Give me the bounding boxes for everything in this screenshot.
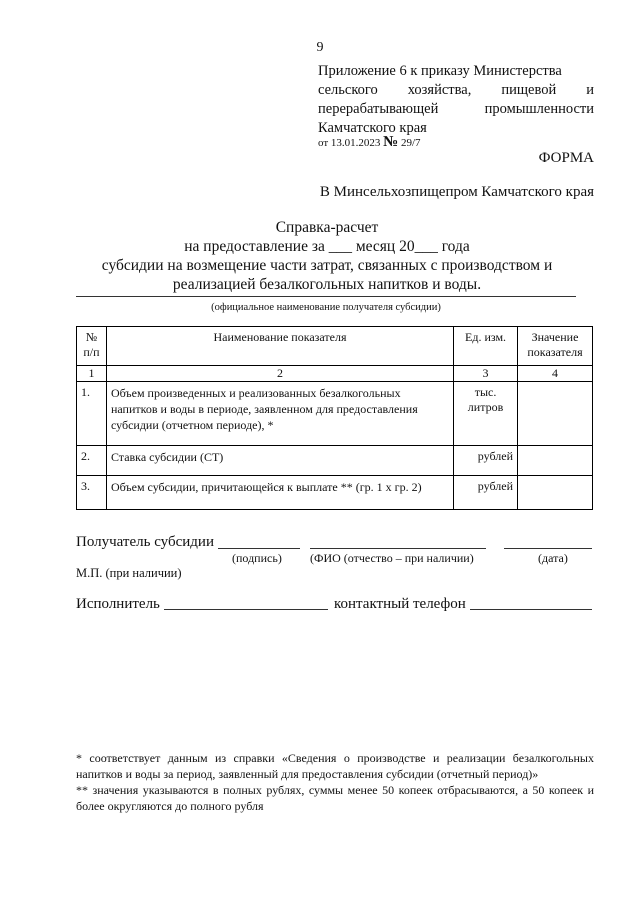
appendix-line-4: Камчатского края: [318, 120, 427, 136]
row-number: 1.: [77, 382, 107, 446]
footnotes: [76, 750, 594, 814]
fullname-line[interactable]: [310, 548, 486, 549]
footnote-2: ** значения указываются в полных рублях, суммы менее 50 копеек отбрасываются, а 50 копеек и более округляются до полного рубля: [76, 783, 594, 813]
appendix-word: пищевой: [501, 82, 557, 98]
order-number: 29/7: [401, 137, 421, 149]
table-row: [77, 476, 593, 510]
footnote-1: * соответствует данным из справки «Сведения о производстве и реализации безалкогольных напитков и воды за период, заявленный для предоставления субсидии (отчетный период)»: [76, 751, 594, 781]
document-title: [60, 218, 594, 294]
row-value[interactable]: [518, 446, 593, 476]
date-line[interactable]: [504, 548, 592, 549]
contact-phone-label: контактный телефон: [334, 596, 466, 612]
signature-caption: (подпись): [232, 551, 282, 565]
appendix-word: перерабатывающей: [318, 101, 439, 117]
row-name: Ставка субсидии (СТ): [106, 446, 453, 476]
title-line-2: на предоставление за ___ месяц 20___ года: [184, 238, 470, 255]
row-unit: рублей: [454, 446, 518, 476]
order-date: [318, 134, 421, 151]
title-line-4: реализацией безалкогольных напитков и воды.: [172, 276, 482, 293]
row-name: Объем произведенных и реализованных безалкогольных напитков и воды в периоде, заявленном для предоставления субсидии (отчетном периоде), *: [106, 382, 453, 446]
header-value: Значение показателя: [518, 327, 593, 366]
date-caption: (дата): [538, 551, 568, 565]
fullname-caption: (ФИО (отчество – при наличии): [310, 551, 474, 565]
title-line-1: Справка-расчет: [275, 219, 379, 236]
column-number: 4: [518, 366, 593, 382]
table-header-row: [77, 327, 593, 366]
row-value[interactable]: [518, 476, 593, 510]
order-number-sign: №: [383, 134, 399, 150]
row-value[interactable]: [518, 382, 593, 446]
table-row: [77, 446, 593, 476]
table-row: [77, 382, 593, 446]
appendix-word: сельского: [318, 82, 378, 98]
form-label: ФОРМА: [538, 150, 594, 166]
appendix-line-3: [318, 100, 594, 119]
recipient-caption: (официальное наименование получателя субсидии): [211, 302, 441, 313]
row-number: 2.: [77, 446, 107, 476]
executor-label: Исполнитель: [76, 596, 160, 612]
appendix-line-1: Приложение 6 к приказу Министерства: [318, 63, 562, 79]
header-number: № п/п: [77, 327, 107, 366]
column-number: 1: [77, 366, 107, 382]
page-number: 9: [316, 40, 324, 55]
calculation-table: [76, 326, 593, 510]
row-unit: тыс. литров: [454, 382, 518, 446]
row-name: Объем субсидии, причитающейся к выплате ** (гр. 1 х гр. 2): [106, 476, 453, 510]
recipient-name-line[interactable]: [76, 296, 576, 297]
order-date-prefix: от 13.01.2023: [318, 137, 381, 149]
column-number-row: [77, 366, 593, 382]
appendix-header: [318, 62, 594, 138]
row-unit: рублей: [454, 476, 518, 510]
stamp-place-label: М.П. (при наличии): [76, 566, 182, 580]
column-number: 3: [454, 366, 518, 382]
addressee: В Минсельхозпищепром Камчатского края: [319, 184, 594, 200]
header-name: Наименование показателя: [106, 327, 453, 366]
appendix-word: промышленности: [484, 101, 594, 117]
column-number: 2: [106, 366, 453, 382]
executor-name-line[interactable]: [164, 609, 328, 610]
appendix-word: и: [586, 82, 594, 98]
contact-phone-line[interactable]: [470, 609, 592, 610]
title-line-3: субсидии на возмещение части затрат, связанных с производством и: [101, 257, 553, 274]
signature-line[interactable]: [218, 548, 300, 549]
recipient-signature-label: Получатель субсидии: [76, 534, 214, 550]
appendix-line-2: [318, 81, 594, 100]
header-unit: Ед. изм.: [454, 327, 518, 366]
row-number: 3.: [77, 476, 107, 510]
appendix-word: хозяйства,: [407, 82, 472, 98]
